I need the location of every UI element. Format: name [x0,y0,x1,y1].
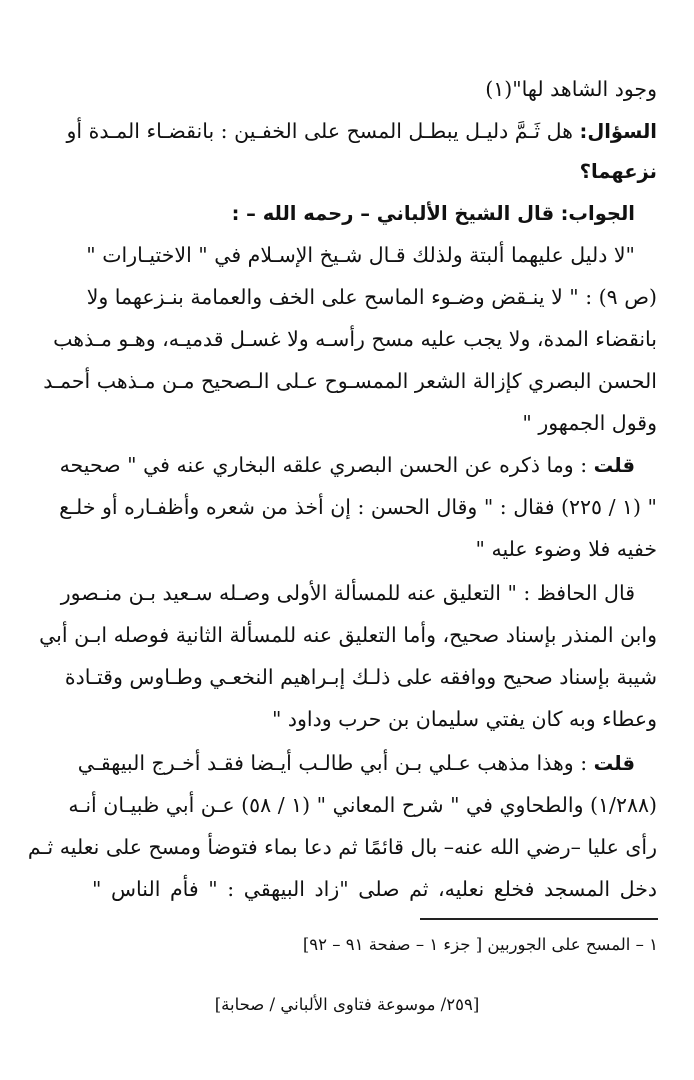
answer-text: قال الشيخ الألباني – رحمه الله – : [231,202,555,225]
text-line: وجود الشاهد لها"(١) [485,77,657,101]
note-line [59,448,657,483]
note-label: قلت [593,752,635,775]
question-text: نزعهما؟ [579,160,657,183]
question-label: السؤال: [579,120,657,143]
footnote-divider [420,918,658,920]
question-line [92,154,657,189]
text-line: (ص ٩) : " لا ينـقض وضـوء الماسح على الخف والعمامة بنـزعهما ولا [86,285,657,309]
text-line: وقول الجمهور " [522,411,657,435]
text-line: شيبة بإسناد صحيح ووافقه على ذلـك إبـراهيم النخعـي وطـاوس وقتـادة [64,665,657,689]
text-line: دخل المسجد فخلع نعليه، ثم صلى "زاد البيهقي : " فأم الناس " [92,877,657,901]
page-footer: [٢٥٩/ موسوعة فتاوى الألباني / صحابة] [214,995,480,1014]
text-line: "لا دليل عليهما ألبتة ولذلك قـال شـيخ الإسـلام في " الاختيـارات " [86,243,635,267]
question-line [66,114,657,149]
note-separator: : [573,453,594,477]
text-line: (١/٢٨٨) والطحاوي في " شرح المعاني " (١ / ٥٨) عـن أبي ظبيـان أنـه [68,793,657,817]
note-separator: : [573,751,594,775]
footnote: ١ – المسح على الجوربين [ جزء ١ – صفحة ٩١ – ٩٢] [302,935,658,954]
text-line: خفيه فلا وضوء عليه " [475,537,657,561]
answer-line [92,196,657,231]
note-text: وما ذكره عن الحسن البصري علقه البخاري عنه في " صحيحه [59,453,574,477]
note-text: وهذا مذهب عـلي بـن أبي طالـب أيـضا فقـد أخـرج البيهقـي [77,751,574,775]
text-line: قال الحافظ : " التعليق عنه للمسألة الأولى وصـله سـعيد بـن منـصور [60,581,635,605]
text-line: الحسن البصري كإزالة الشعر الممسـوح عـلى الـصحيح مـن مـذهب أحمـد [43,369,657,393]
text-line: " (١ / ٢٢٥) فقال : " وقال الحسن : إن أخذ من شعره وأظفـاره أو خلـع [59,495,657,519]
note-line [77,746,657,781]
text-line: رأى عليا –رضي الله عنه– بال قائمًا ثم دعا بماء فتوضأ ومسح على نعليه ثـم [27,835,657,859]
note-label: قلت [593,454,635,477]
question-text: هل ثَـمَّ دليـل يبطـل المسح على الخفـين : بانقضـاء المـدة أو [66,119,573,143]
text-line: بانقضاء المدة، ولا يجب عليه مسح رأسـه ولا غسـل قدميـه، وهـو مـذهب [53,327,657,351]
text-line: وعطاء وبه كان يفتي سليمان بن حرب وداود " [271,707,657,731]
text-line: وابن المنذر بإسناد صحيح، وأما التعليق عنه للمسألة الثانية فوصله ابـن أبي [39,623,657,647]
answer-label: الجواب: [560,202,635,225]
